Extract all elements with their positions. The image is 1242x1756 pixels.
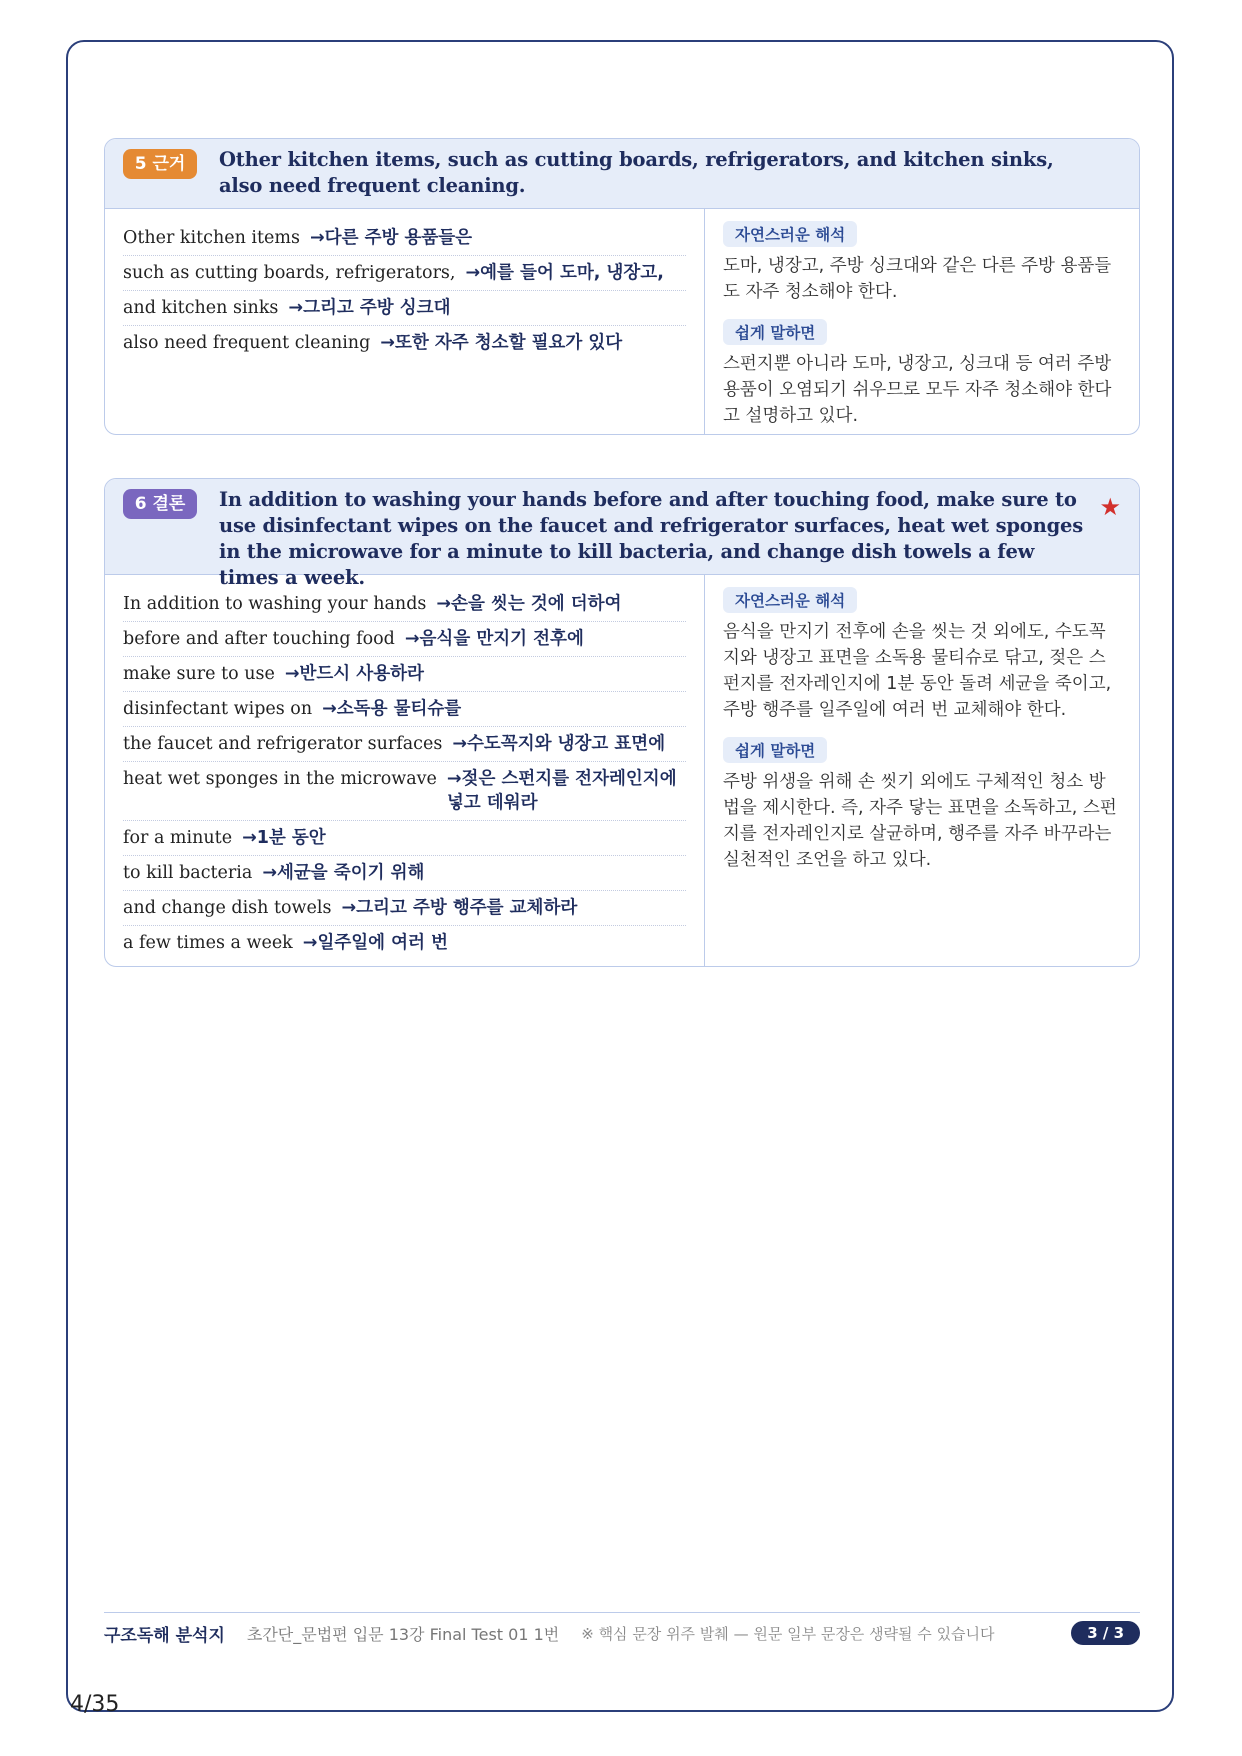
phrase-korean: →또한 자주 청소할 필요가 있다 — [380, 333, 623, 353]
phrase-row — [123, 692, 686, 727]
translation-panel — [705, 575, 1139, 967]
phrase-english: the faucet and refrigerator surfaces — [123, 734, 443, 754]
phrase-english: to kill bacteria — [123, 863, 253, 883]
phrase-row — [123, 821, 686, 856]
section-badge: 5 근거 — [123, 149, 197, 179]
phrase-english: heat wet sponges in the microwave — [123, 769, 437, 789]
phrase-english: Other kitchen items — [123, 228, 300, 248]
phrase-english: and change dish towels — [123, 898, 332, 918]
star-icon: ★ — [1099, 493, 1121, 521]
footer-note: ※ 핵심 문장 위주 발췌 — 원문 일부 문장은 생략될 수 있습니다 — [581, 1624, 995, 1643]
natural-translation-label: 자연스러운 해석 — [723, 587, 857, 613]
section-card-6 — [104, 478, 1140, 967]
phrase-list — [105, 575, 705, 967]
phrase-english: In addition to washing your hands — [123, 594, 427, 614]
phrase-korean: →젖은 스펀지를 전자레인지에 넣고 데워라 — [446, 769, 677, 813]
simple-explanation-text: 스펀지뿐 아니라 도마, 냉장고, 싱크대 등 여러 주방 용품이 오염되기 쉬우므로 모두 자주 청소해야 한다고 설명하고 있다. — [723, 354, 1112, 426]
phrase-english: a few times a week — [123, 933, 293, 953]
simple-explanation-label: 쉽게 말하면 — [723, 737, 827, 763]
phrase-row — [123, 657, 686, 692]
footer-title: 구조독해 분석지 — [104, 1625, 225, 1646]
phrase-korean: →예를 들어 도마, 냉장고, — [465, 263, 664, 283]
phrase-row — [123, 762, 686, 821]
page-counter: 4/35 — [70, 1692, 120, 1717]
natural-translation-text: 음식을 만지기 전후에 손을 씻는 것 외에도, 수도꼭지와 냉장고 표면을 소독용 물티슈로 닦고, 젖은 스펀지를 전자레인지에 1분 동안 돌려 세균을 죽이고, 주방 행주를 일주일에 여러 번 교체해야 한다. — [723, 622, 1112, 720]
phrase-english: for a minute — [123, 828, 233, 848]
simple-explanation-text: 주방 위생을 위해 손 씻기 외에도 구체적인 청소 방법을 제시한다. 즉, 자주 닿는 표면을 소독하고, 스펀지를 전자레인지로 살균하며, 행주를 자주 바꾸라는 실천적인 조언을 하고 있다. — [723, 772, 1117, 870]
phrase-row — [123, 891, 686, 926]
phrase-korean: →세균을 죽이기 위해 — [262, 863, 425, 883]
phrase-english: such as cutting boards, refrigerators, — [123, 263, 456, 283]
section-card-5 — [104, 138, 1140, 435]
phrase-korean: →그리고 주방 싱크대 — [288, 298, 451, 318]
phrase-row — [123, 256, 686, 291]
phrase-korean: →일주일에 여러 번 — [302, 933, 448, 953]
natural-translation-text: 도마, 냉장고, 주방 싱크대와 같은 다른 주방 용품들도 자주 청소해야 한다. — [723, 256, 1112, 302]
phrase-row — [123, 727, 686, 762]
phrase-korean: →손을 씻는 것에 더하여 — [436, 594, 622, 614]
phrase-row — [123, 856, 686, 891]
phrase-english: before and after touching food — [123, 629, 395, 649]
phrase-korean: →음식을 만지기 전후에 — [404, 629, 584, 649]
phrase-english: also need frequent cleaning — [123, 333, 371, 353]
phrase-row — [123, 326, 686, 360]
phrase-list — [105, 209, 705, 435]
footer-subtitle: 초간단_문법편 입문 13강 Final Test 01 1번 — [246, 1624, 560, 1644]
phrase-korean: →그리고 주방 행주를 교체하라 — [341, 898, 578, 918]
section-heading: Other kitchen items, such as cutting boards, refrigerators, and kitchen sinks, also need frequent cleaning. — [219, 148, 1054, 197]
phrase-row — [123, 587, 686, 622]
section-header — [105, 479, 1139, 589]
section-badge: 6 결론 — [123, 489, 197, 519]
phrase-korean: →소독용 물티슈를 — [322, 699, 462, 719]
natural-translation-label: 자연스러운 해석 — [723, 221, 857, 247]
phrase-korean: →수도꼭지와 냉장고 표면에 — [452, 734, 666, 754]
phrase-row — [123, 926, 686, 960]
phrase-korean: →1분 동안 — [242, 828, 326, 848]
phrase-korean: →다른 주방 용품들은 — [310, 228, 473, 248]
simple-explanation-label: 쉽게 말하면 — [723, 319, 827, 345]
phrase-row — [123, 291, 686, 326]
phrase-english: and kitchen sinks — [123, 298, 279, 318]
phrase-english: disinfectant wipes on — [123, 699, 313, 719]
phrase-english: make sure to use — [123, 664, 275, 684]
page-indicator: 3 / 3 — [1071, 1621, 1140, 1645]
section-header — [105, 139, 1139, 209]
phrase-row — [123, 221, 686, 256]
page-footer — [104, 1612, 1140, 1653]
phrase-row — [123, 622, 686, 657]
translation-panel — [705, 209, 1139, 435]
section-heading: In addition to washing your hands before and after touching food, make sure to use disinfectant wipes on the faucet and refrigerator surfaces, heat wet sponges in the microwave for a minute to kill bacteria, and change dish towels a few times a week. — [219, 488, 1083, 589]
phrase-korean: →반드시 사용하라 — [284, 664, 424, 684]
